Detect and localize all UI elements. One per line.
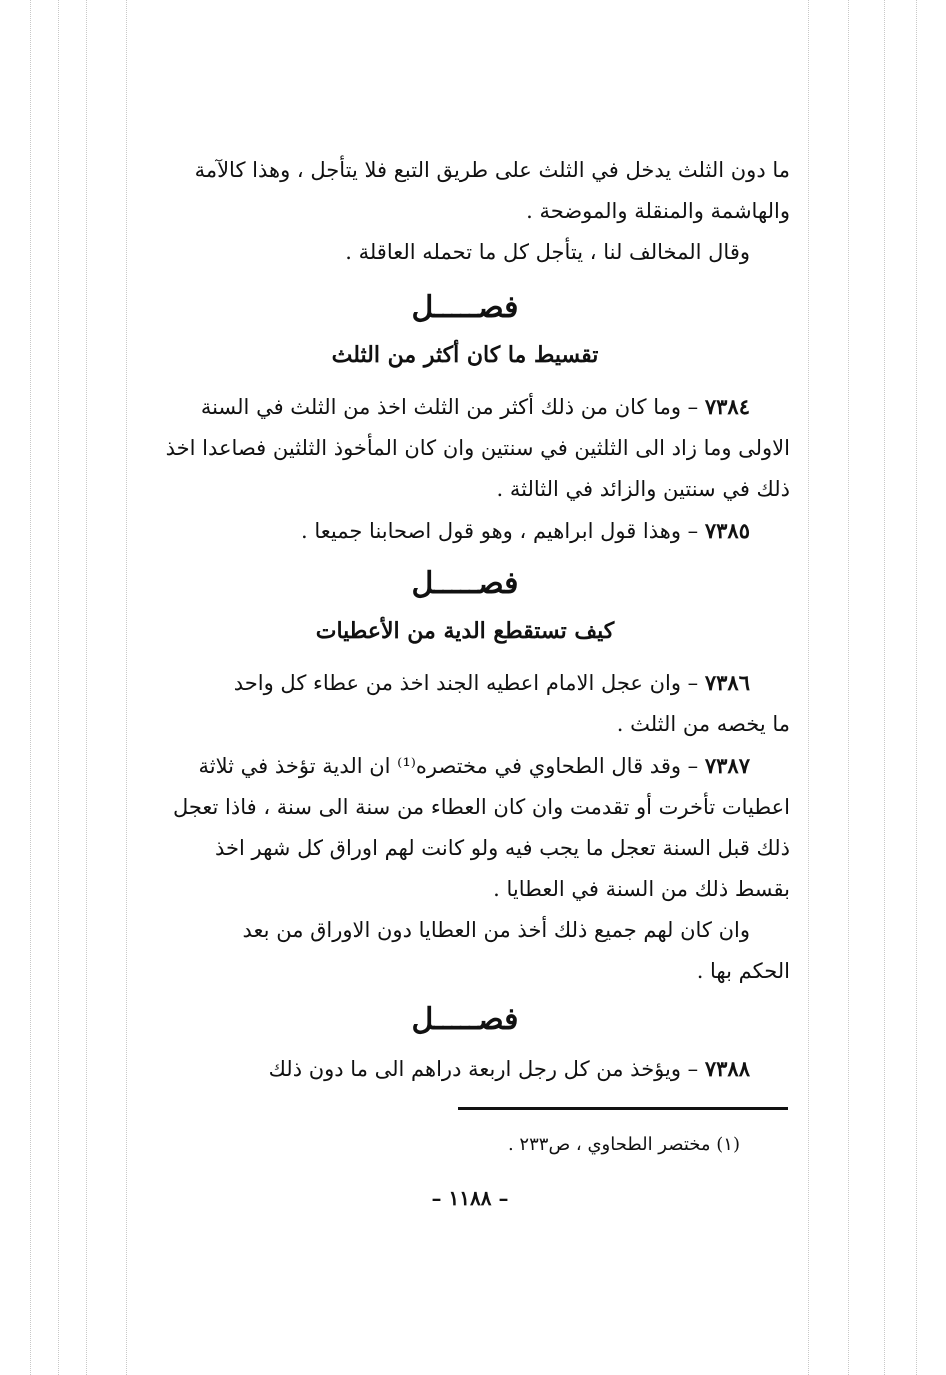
- paragraph-number: ٧٣٨٥: [704, 518, 750, 543]
- section-title: كيف تستقطع الدية من الأعطيات: [315, 618, 615, 644]
- paragraph-7384: [140, 386, 790, 552]
- text-fragment: – ويؤخذ من كل رجل اربعة دراهم الى ما دون ذلك: [268, 1057, 699, 1081]
- footnote-divider: [458, 1107, 788, 1110]
- text-line: وان كان لهم جميع ذلك أخذ من العطايا دون الاوراق من بعد: [242, 918, 750, 942]
- section-heading: فصـــــل: [411, 290, 519, 325]
- scan-line: [848, 0, 849, 1375]
- text-line: ذلك قبل السنة تعجل ما يجب فيه ولو كانت لهم اوراق كل شهر اخذ: [215, 836, 790, 860]
- scan-line: [58, 0, 59, 1375]
- scan-line: [884, 0, 885, 1375]
- scan-line: [86, 0, 87, 1375]
- text-line: ما يخصه من الثلث .: [616, 712, 790, 736]
- text-line: والهاشمة والمنقلة والموضحة .: [526, 199, 790, 223]
- text-line: ذلك في سنتين والزائد في الثالثة .: [496, 477, 790, 501]
- section-heading: فصـــــل: [411, 1002, 519, 1037]
- text-line: [140, 745, 790, 787]
- scan-line: [30, 0, 31, 1375]
- top-paragraph: [140, 150, 790, 273]
- paragraph-number: ٧٣٨٤: [704, 394, 750, 419]
- scan-line: [916, 0, 917, 1375]
- section-title: تقسيط ما كان أكثر من الثلث: [331, 342, 599, 368]
- scan-line: [126, 0, 127, 1375]
- text-fragment: – وهذا قول ابراهيم ، وهو قول اصحابنا جميعا .: [301, 519, 699, 543]
- text-line: الحكم بها .: [696, 959, 790, 983]
- paragraph-number: ٧٣٨٧: [704, 753, 750, 778]
- scan-line: [808, 0, 809, 1375]
- text-line: بقسط ذلك من السنة في العطايا .: [493, 877, 790, 901]
- text-fragment: – وما كان من ذلك أكثر من الثلث اخذ من الثلث في السنة: [200, 395, 699, 419]
- paragraph-7386: [140, 662, 790, 992]
- paragraph-number: ٧٣٨٨: [704, 1056, 750, 1081]
- text-fragment: – وان عجل الامام اعطيه الجند اخذ من عطاء كل واحد: [233, 671, 699, 695]
- text-line: الاولى وما زاد الى الثلثين في سنتين وان كان المأخوذ الثلثين فصاعدا اخذ: [165, 436, 790, 460]
- text-line: اعطيات تأخرت أو تقدمت وان كان العطاء من سنة الى سنة ، فاذا تعجل: [172, 795, 790, 819]
- page-number: – ١١٨٨ –: [431, 1186, 509, 1210]
- text-line: [140, 386, 790, 428]
- text-fragment: – وقد قال الطحاوي في مختصره⁽¹⁾ ان الدية تؤخذ في ثلاثة: [198, 754, 699, 778]
- section-heading: فصـــــل: [411, 566, 519, 601]
- text-line: ما دون الثلث يدخل في الثلث على طريق التبع فلا يتأجل ، وهذا كالآمة: [194, 158, 790, 182]
- paragraph-number: ٧٣٨٦: [704, 670, 750, 695]
- paragraph-7388: [140, 1048, 790, 1090]
- footnote: (١) مختصر الطحاوي ، ص٢٣٣ .: [507, 1134, 740, 1155]
- text-line: [140, 1048, 790, 1090]
- text-line: [140, 662, 790, 704]
- text-line: [140, 510, 790, 552]
- text-line: وقال المخالف لنا ، يتأجل كل ما تحمله العاقلة .: [345, 240, 750, 264]
